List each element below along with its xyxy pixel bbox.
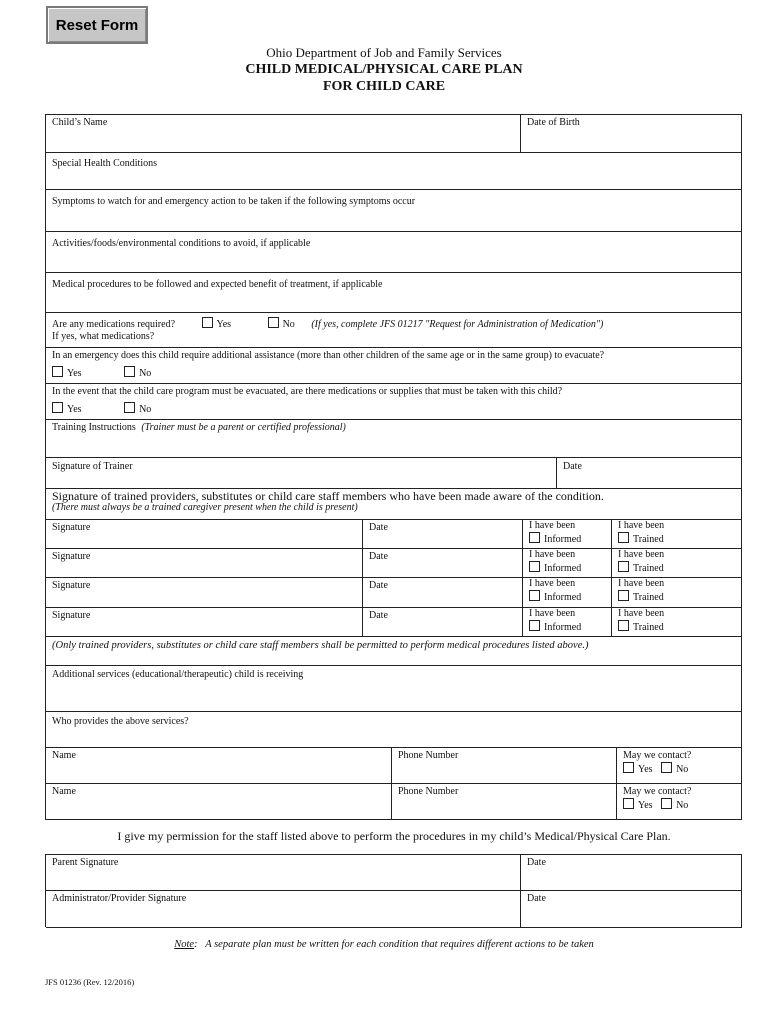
training-label: Training Instructions xyxy=(52,422,136,433)
medications-no-option[interactable]: No xyxy=(268,317,295,331)
provider-phone-field[interactable]: Phone Number xyxy=(392,748,617,784)
who-provides-label: Who provides the above services? xyxy=(52,716,189,727)
symptoms-label: Symptoms to watch for and emergency action to be taken if the following symptoms occur xyxy=(52,196,416,207)
permission-statement: I give my permission for the staff listed above to perform the procedures in my child’s Medical/Physical Care Plan. xyxy=(117,829,671,843)
trained-checkbox[interactable] xyxy=(618,532,629,543)
contact-yes-option[interactable]: Yes xyxy=(623,762,653,776)
contact-no-option[interactable]: No xyxy=(661,762,688,776)
trained-checkbox[interactable] xyxy=(618,590,629,601)
trainer-date-field[interactable] xyxy=(557,458,742,489)
trained-option[interactable]: Trained xyxy=(618,590,736,604)
staff-informed-cell: I have been Informed xyxy=(523,608,612,637)
trained-option[interactable]: Trained xyxy=(618,620,736,634)
special-health-label: Special Health Conditions xyxy=(52,158,157,169)
procedures-label: Medical procedures to be followed and expected benefit of treatment, if applicable xyxy=(52,279,383,290)
parent-date-field[interactable]: Date xyxy=(521,855,742,891)
contact-yes-option[interactable]: Yes xyxy=(623,798,653,812)
form-subtitle: FOR CHILD CARE xyxy=(322,79,446,94)
staff-trained-cell: I have been Trained xyxy=(612,520,742,549)
staff-date-field[interactable]: Date xyxy=(363,578,523,608)
trainer-date-label: Date xyxy=(563,461,582,472)
training-note: (Trainer must be a parent or certified professional) xyxy=(141,422,346,433)
care-plan-form xyxy=(45,114,742,820)
informed-option[interactable]: Informed xyxy=(529,590,605,604)
staff-informed-cell: I have been Informed xyxy=(523,549,612,578)
who-provides-field[interactable] xyxy=(46,712,742,748)
trainer-signature-field[interactable] xyxy=(46,458,557,489)
only-trained-note-row xyxy=(46,637,742,666)
medications-note: (If yes, complete JFS 01217 "Request for Administration of Medication") xyxy=(311,319,604,330)
trained-option[interactable]: Trained xyxy=(618,561,736,575)
staff-date-field[interactable]: Date xyxy=(363,520,523,549)
note-label: Note xyxy=(174,939,195,950)
trained-checkbox[interactable] xyxy=(618,620,629,631)
provider-name-field[interactable]: Name xyxy=(46,748,392,784)
staff-signature-field[interactable]: Signature xyxy=(46,520,363,549)
childs-name-label: Child’s Name xyxy=(52,117,108,128)
date-of-birth-field[interactable] xyxy=(521,115,742,153)
informed-checkbox[interactable] xyxy=(529,620,540,631)
contact-no-checkbox[interactable] xyxy=(661,762,672,773)
activities-field[interactable] xyxy=(46,232,742,273)
evacuation-question: In the event that the child care program must be evacuated, are there medications or supplies that must be taken with this child? xyxy=(52,386,563,397)
staff-signature-field[interactable]: Signature xyxy=(46,549,363,578)
contact-yes-checkbox[interactable] xyxy=(623,762,634,773)
informed-checkbox[interactable] xyxy=(529,590,540,601)
medications-yes-checkbox[interactable] xyxy=(202,317,213,328)
staff-signature-field[interactable]: Signature xyxy=(46,578,363,608)
administrator-date-field[interactable]: Date xyxy=(521,891,742,928)
emergency-yes-checkbox[interactable] xyxy=(52,366,63,377)
staff-informed-cell: I have been Informed xyxy=(523,520,612,549)
form-title: CHILD MEDICAL/PHYSICAL CARE PLAN xyxy=(245,62,523,77)
medications-yes-option[interactable]: Yes xyxy=(202,317,232,331)
staff-date-field[interactable]: Date xyxy=(363,608,523,637)
informed-checkbox[interactable] xyxy=(529,532,540,543)
contact-no-checkbox[interactable] xyxy=(661,798,672,809)
staff-date-field[interactable]: Date xyxy=(363,549,523,578)
staff-trained-cell: I have been Trained xyxy=(612,608,742,637)
staff-informed-cell: I have been Informed xyxy=(523,578,612,608)
staff-trained-cell: I have been Trained xyxy=(612,578,742,608)
footer-note: Note: A separate plan must be written for each condition that requires different actions to be taken xyxy=(174,939,594,950)
medications-no-checkbox[interactable] xyxy=(268,317,279,328)
childs-name-field[interactable] xyxy=(46,115,521,153)
training-instructions-field[interactable] xyxy=(46,420,742,458)
staff-signature-field[interactable]: Signature xyxy=(46,608,363,637)
evacuation-yes-option[interactable]: Yes xyxy=(52,402,82,416)
which-medications-label: If yes, what medications? xyxy=(52,331,155,342)
staff-trained-cell: I have been Trained xyxy=(612,549,742,578)
trained-staff-subtitle: (There must always be a trained caregiver present when the child is present) xyxy=(52,502,358,513)
evacuation-no-option[interactable]: No xyxy=(124,402,151,416)
contact-yes-checkbox[interactable] xyxy=(623,798,634,809)
emergency-no-checkbox[interactable] xyxy=(124,366,135,377)
emergency-assistance-question: In an emergency does this child require additional assistance (more than other children of the same age or in the same group) to evacuate? xyxy=(52,350,605,361)
evacuation-row xyxy=(46,384,742,420)
only-trained-note: (Only trained providers, substitutes or child care staff members shall be permitted to perform medical procedures listed above.) xyxy=(52,640,589,651)
additional-services-label: Additional services (educational/therapeutic) child is receiving xyxy=(52,669,304,680)
evacuation-no-checkbox[interactable] xyxy=(124,402,135,413)
date-of-birth-label: Date of Birth xyxy=(527,117,580,128)
informed-option[interactable]: Informed xyxy=(529,620,605,634)
provider-phone-field[interactable]: Phone Number xyxy=(392,784,617,820)
may-contact-cell: May we contact? Yes No xyxy=(617,748,742,784)
trained-staff-title: Signature of trained providers, substitutes or child care staff members who have been made aware of the condition. xyxy=(52,489,604,503)
symptoms-field[interactable] xyxy=(46,190,742,232)
additional-services-field[interactable] xyxy=(46,666,742,712)
emergency-assistance-row xyxy=(46,348,742,384)
trainer-signature-label: Signature of Trainer xyxy=(52,461,133,472)
authorization-signatures xyxy=(45,854,742,927)
emergency-yes-option[interactable]: Yes xyxy=(52,366,82,380)
administrator-signature-field[interactable]: Administrator/Provider Signature xyxy=(46,891,521,928)
informed-option[interactable]: Informed xyxy=(529,532,605,546)
medications-question: Are any medications required? xyxy=(52,319,176,330)
evacuation-yes-checkbox[interactable] xyxy=(52,402,63,413)
procedures-field[interactable] xyxy=(46,273,742,313)
activities-label: Activities/foods/environmental conditions to avoid, if applicable xyxy=(52,238,311,249)
informed-option[interactable]: Informed xyxy=(529,561,605,575)
reset-form-button[interactable]: Reset Form xyxy=(46,6,148,44)
medications-row xyxy=(46,313,742,348)
agency-name: Ohio Department of Job and Family Services xyxy=(266,45,502,60)
special-health-field[interactable] xyxy=(46,153,742,190)
note-text: A separate plan must be written for each condition that requires different actions to be taken xyxy=(205,939,594,950)
trained-staff-heading xyxy=(46,489,742,520)
provider-name-field[interactable]: Name xyxy=(46,784,392,820)
parent-signature-field[interactable]: Parent Signature xyxy=(46,855,521,891)
trained-checkbox[interactable] xyxy=(618,561,629,572)
may-contact-cell: May we contact? Yes No xyxy=(617,784,742,820)
informed-checkbox[interactable] xyxy=(529,561,540,572)
emergency-no-option[interactable]: No xyxy=(124,366,151,380)
contact-no-option[interactable]: No xyxy=(661,798,688,812)
form-number: JFS 01236 (Rev. 12/2016) xyxy=(45,977,135,987)
trained-option[interactable]: Trained xyxy=(618,532,736,546)
